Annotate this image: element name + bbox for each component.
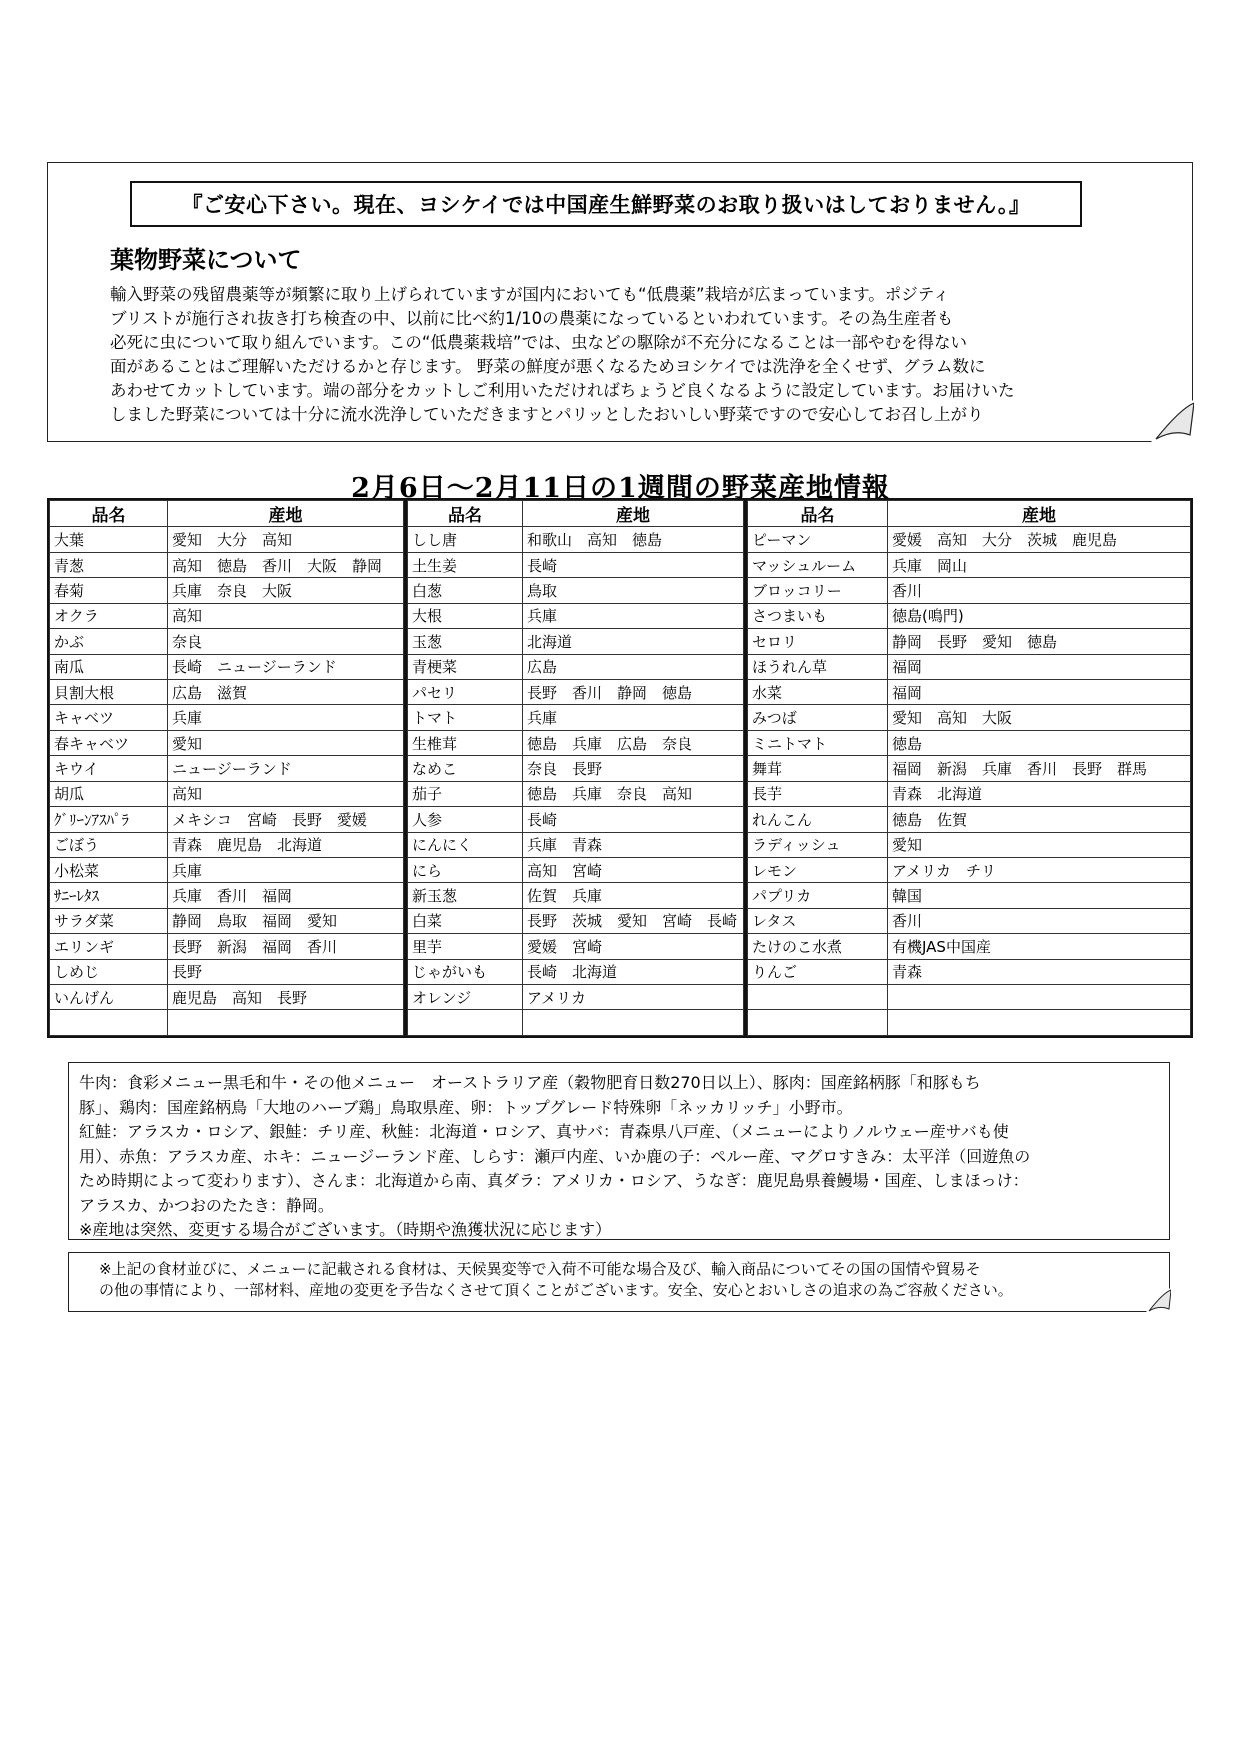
vegetable-name: ラディッシュ	[748, 832, 888, 857]
disclaimer-panel	[68, 1252, 1170, 1312]
vegetable-name: 青梗菜	[408, 654, 523, 679]
column-header-name: 品名	[408, 501, 523, 527]
vegetable-name: パプリカ	[748, 883, 888, 908]
vegetable-origin: 愛知	[168, 730, 404, 755]
vegetable-name: ｸﾞﾘｰﾝｱｽﾊﾟﾗ	[50, 807, 168, 832]
table-row	[408, 603, 744, 628]
vegetable-name: 南瓜	[50, 654, 168, 679]
table-row	[748, 1010, 1191, 1036]
vegetable-origin: 愛媛 宮崎	[523, 934, 744, 959]
page-curl-icon	[1150, 399, 1194, 443]
vegetable-origin: 高知	[168, 781, 404, 806]
vegetable-origin: 高知 宮崎	[523, 857, 744, 882]
vegetable-origin: 静岡 長野 愛知 徳島	[888, 629, 1191, 654]
table-row	[408, 552, 744, 577]
table-row	[50, 654, 404, 679]
vegetable-name: ミニトマト	[748, 730, 888, 755]
vegetable-origin: 青森 鹿児島 北海道	[168, 832, 404, 857]
table-row	[50, 781, 404, 806]
table-row	[748, 857, 1191, 882]
table-row	[408, 807, 744, 832]
table-row	[748, 756, 1191, 781]
table-row	[408, 781, 744, 806]
table-row	[50, 756, 404, 781]
paragraph-line: しました野菜については十分に流水洗浄していただきますとパリッとしたおいしい野菜ですので安心してお召し上がり	[110, 405, 984, 424]
column-header-origin: 産地	[168, 501, 404, 527]
table-row	[748, 629, 1191, 654]
vegetable-origin: 静岡 鳥取 福岡 愛知	[168, 908, 404, 933]
paragraph-line: 輸入野菜の残留農薬等が頻繁に取り上げられていますが国内においても“低農薬”栽培が広まっています。ポジティ	[110, 285, 950, 304]
vegetable-origin	[523, 1010, 744, 1036]
vegetable-name: 長芋	[748, 781, 888, 806]
vegetable-name: しし唐	[408, 527, 523, 552]
table-row	[408, 730, 744, 755]
table-row	[748, 908, 1191, 933]
vegetable-name: エリンギ	[50, 934, 168, 959]
vegetable-origin: 長崎	[523, 552, 744, 577]
vegetable-origin: 福岡	[888, 679, 1191, 704]
vegetable-name: ピーマン	[748, 527, 888, 552]
table-row	[408, 959, 744, 984]
vegetable-name: かぶ	[50, 629, 168, 654]
table-row	[50, 578, 404, 603]
vegetable-origin: 徳島(鳴門)	[888, 603, 1191, 628]
vegetable-origin: 鹿児島 高知 長野	[168, 985, 404, 1010]
vegetable-origin	[888, 985, 1191, 1010]
table-title: 2月6日～2月11日の1週間の野菜産地情報	[351, 473, 890, 504]
table-row	[408, 679, 744, 704]
leafy-paragraph	[110, 283, 1130, 427]
info-line: 紅鮭：アラスカ・ロシア、銀鮭：チリ産、秋鮭：北海道・ロシア、真サバ：青森県八戸産、（メニューによりノルウェー産サバも使	[79, 1122, 1009, 1141]
vegetable-name: ブロッコリー	[748, 578, 888, 603]
vegetable-origin: 奈良	[168, 629, 404, 654]
vegetable-origin: 長崎	[523, 807, 744, 832]
vegetable-name: 水菜	[748, 679, 888, 704]
vegetable-origin: 高知 徳島 香川 大阪 静岡	[168, 552, 404, 577]
table-row	[50, 603, 404, 628]
vegetable-name: 小松菜	[50, 857, 168, 882]
vegetable-name: いんげん	[50, 985, 168, 1010]
vegetable-origin: 奈良 長野	[523, 756, 744, 781]
table-row	[408, 832, 744, 857]
vegetable-name: ごぼう	[50, 832, 168, 857]
paragraph-line: 面があることはご理解いただけるかと存じます。 野菜の鮮度が悪くなるためヨシケイでは洗浄を全くせず、グラム数に	[110, 357, 986, 376]
vegetable-name: 人参	[408, 807, 523, 832]
table-row	[748, 679, 1191, 704]
vegetable-name: トマト	[408, 705, 523, 730]
table-column-1	[49, 500, 404, 1036]
table-row	[408, 654, 744, 679]
vegetable-origin: 徳島	[888, 730, 1191, 755]
vegetable-origin: 福岡 新潟 兵庫 香川 長野 群馬	[888, 756, 1191, 781]
table-column-2	[404, 500, 744, 1036]
table-column-3	[744, 500, 1191, 1036]
vegetable-name: みつば	[748, 705, 888, 730]
table-row	[50, 730, 404, 755]
vegetable-name: たけのこ水煮	[748, 934, 888, 959]
vegetable-origin: 香川	[888, 908, 1191, 933]
vegetable-origin	[168, 1010, 404, 1036]
info-line: ※産地は突然、変更する場合がございます。（時期や漁獲状況に応じます）	[79, 1220, 612, 1239]
vegetable-name: 新玉葱	[408, 883, 523, 908]
vegetable-name: さつまいも	[748, 603, 888, 628]
vegetable-origin: 徳島 兵庫 奈良 高知	[523, 781, 744, 806]
vegetable-name: オクラ	[50, 603, 168, 628]
table-row	[408, 527, 744, 552]
table-row	[748, 578, 1191, 603]
table-row	[748, 730, 1191, 755]
info-line: ため時期によって変わります）、さんま：北海道から南、真ダラ：アメリカ・ロシア、うなぎ：鹿児島県養鰻場・国産、しまほっけ：	[79, 1171, 1029, 1190]
vegetable-origin	[888, 1010, 1191, 1036]
vegetable-name: 白菜	[408, 908, 523, 933]
vegetable-name: 大葉	[50, 527, 168, 552]
table-row	[50, 1010, 404, 1036]
notice-banner: 『ご安心下さい。現在、ヨシケイでは中国産生鮮野菜のお取り扱いはしておりません。』	[130, 181, 1082, 227]
vegetable-origin: 長野 香川 静岡 徳島	[523, 679, 744, 704]
table-row	[408, 908, 744, 933]
vegetable-name: パセリ	[408, 679, 523, 704]
table-row	[408, 578, 744, 603]
vegetable-name	[408, 1010, 523, 1036]
vegetable-origin: 兵庫 香川 福岡	[168, 883, 404, 908]
vegetable-origin: 長野	[168, 959, 404, 984]
vegetable-origin: メキシコ 宮崎 長野 愛媛	[168, 807, 404, 832]
vegetable-name: 里芋	[408, 934, 523, 959]
table-row	[408, 883, 744, 908]
vegetable-name: 貝割大根	[50, 679, 168, 704]
vegetable-origin: 長野 茨城 愛知 宮崎 長崎	[523, 908, 744, 933]
vegetable-origin: 愛知 高知 大阪	[888, 705, 1191, 730]
vegetable-name: セロリ	[748, 629, 888, 654]
info-line: 豚」、鶏肉：国産銘柄鳥「大地のハーブ鶏」鳥取県産、卵：トップグレード特殊卵「ネッカリッチ」小野市。	[79, 1097, 853, 1117]
table-row	[748, 832, 1191, 857]
table-row	[50, 807, 404, 832]
vegetable-name: キウイ	[50, 756, 168, 781]
column-header-name: 品名	[748, 501, 888, 527]
table-row	[408, 985, 744, 1010]
vegetable-name: 春菊	[50, 578, 168, 603]
vegetable-name: 舞茸	[748, 756, 888, 781]
vegetable-origin: 徳島 兵庫 広島 奈良	[523, 730, 744, 755]
section-heading: 葉物野菜について	[110, 246, 302, 274]
table-row	[408, 629, 744, 654]
vegetable-origin: 広島	[523, 654, 744, 679]
vegetable-name: 生椎茸	[408, 730, 523, 755]
table-row	[748, 654, 1191, 679]
vegetable-name: 大根	[408, 603, 523, 628]
vegetable-origin: 愛知	[888, 832, 1191, 857]
table-row	[50, 959, 404, 984]
table-row	[408, 705, 744, 730]
vegetable-origin: 兵庫	[523, 705, 744, 730]
vegetable-origin: 徳島 佐賀	[888, 807, 1191, 832]
vegetable-name: レモン	[748, 857, 888, 882]
table-row	[408, 857, 744, 882]
produce-origin-table	[47, 498, 1193, 1038]
table-row	[408, 934, 744, 959]
vegetable-origin: 有機JAS中国産	[888, 934, 1191, 959]
vegetable-origin: 長崎 ニュージーランド	[168, 654, 404, 679]
vegetable-origin: 福岡	[888, 654, 1191, 679]
vegetable-name: 茄子	[408, 781, 523, 806]
table-row	[50, 985, 404, 1010]
table-row	[408, 1010, 744, 1036]
vegetable-origin: 北海道	[523, 629, 744, 654]
vegetable-origin: 愛媛 高知 大分 茨城 鹿児島	[888, 527, 1191, 552]
vegetable-origin: 兵庫	[523, 603, 744, 628]
vegetable-origin: ニュージーランド	[168, 756, 404, 781]
vegetable-name: 白葱	[408, 578, 523, 603]
vegetable-name: にんにく	[408, 832, 523, 857]
table-row	[50, 908, 404, 933]
vegetable-origin: 兵庫 岡山	[888, 552, 1191, 577]
table-row	[748, 705, 1191, 730]
table-row	[748, 807, 1191, 832]
vegetable-origin: 佐賀 兵庫	[523, 883, 744, 908]
table-row	[748, 781, 1191, 806]
vegetable-origin: 兵庫 青森	[523, 832, 744, 857]
paragraph-line: ブリストが施行され抜き打ち検査の中、以前に比べ約1/10の農薬になっているといわれています。その為生産者も	[110, 309, 954, 328]
vegetable-name	[748, 985, 888, 1010]
vegetable-name	[50, 1010, 168, 1036]
vegetable-name: 玉葱	[408, 629, 523, 654]
vegetable-origin: 鳥取	[523, 578, 744, 603]
table-row	[50, 934, 404, 959]
table-row	[50, 679, 404, 704]
table-row	[408, 756, 744, 781]
table-row	[748, 552, 1191, 577]
info-line: 牛肉：食彩メニュー黒毛和牛・その他メニュー オーストラリア産（穀物肥育日数270日以上）、豚肉：国産銘柄豚「和豚もち	[79, 1073, 981, 1092]
vegetable-name	[748, 1010, 888, 1036]
paragraph-line: あわせてカットしています。端の部分をカットしご利用いただければちょうど良くなるように設定しています。お届けいた	[110, 381, 1015, 400]
vegetable-origin: 長野 新潟 福岡 香川	[168, 934, 404, 959]
vegetable-name: なめこ	[408, 756, 523, 781]
vegetable-origin: 長崎 北海道	[523, 959, 744, 984]
info-line: アラスカ、かつおのたたき：静岡。	[79, 1195, 334, 1215]
table-row	[748, 883, 1191, 908]
vegetable-origin: 和歌山 高知 徳島	[523, 527, 744, 552]
vegetable-name: 春キャベツ	[50, 730, 168, 755]
table-row	[50, 527, 404, 552]
meat-fish-origin-panel	[68, 1062, 1170, 1240]
table-header-row	[748, 501, 1191, 527]
vegetable-name: じゃがいも	[408, 959, 523, 984]
table-row	[50, 552, 404, 577]
table-row	[50, 705, 404, 730]
vegetable-origin: 青森	[888, 959, 1191, 984]
vegetable-origin: 兵庫	[168, 857, 404, 882]
page-curl-icon	[1145, 1287, 1171, 1313]
vegetable-name: オレンジ	[408, 985, 523, 1010]
vegetable-name: キャベツ	[50, 705, 168, 730]
vegetable-origin: アメリカ	[523, 985, 744, 1010]
vegetable-origin: 韓国	[888, 883, 1191, 908]
vegetable-name: 青葱	[50, 552, 168, 577]
vegetable-name: 胡瓜	[50, 781, 168, 806]
info-line: 用）、赤魚：アラスカ産、ホキ：ニュージーランド産、しらす：瀬戸内産、いか鹿の子：ペルー産、マグロすきみ：太平洋（回遊魚の	[79, 1146, 1031, 1166]
vegetable-name: しめじ	[50, 959, 168, 984]
vegetable-name: にら	[408, 857, 523, 882]
table-header-row	[50, 501, 404, 527]
vegetable-origin: アメリカ チリ	[888, 857, 1191, 882]
table-header-row	[408, 501, 744, 527]
vegetable-origin: 青森 北海道	[888, 781, 1191, 806]
table-row	[50, 857, 404, 882]
paragraph-line: 必死に虫について取り組んでいます。この“低農薬栽培”では、虫などの駆除が不充分になることは一部やむを得ない	[110, 333, 967, 352]
vegetable-origin: 兵庫 奈良 大阪	[168, 578, 404, 603]
column-header-origin: 産地	[888, 501, 1191, 527]
vegetable-name: 土生姜	[408, 552, 523, 577]
vegetable-origin: 高知	[168, 603, 404, 628]
vegetable-origin: 愛知 大分 高知	[168, 527, 404, 552]
table-row	[748, 934, 1191, 959]
vegetable-name: レタス	[748, 908, 888, 933]
column-header-origin: 産地	[523, 501, 744, 527]
vegetable-name: ｻﾆｰﾚﾀｽ	[50, 883, 168, 908]
disclaimer-line: ※上記の食材並びに、メニューに記載される食材は、天候異変等で入荷不可能な場合及び、輸入商品についてその国の国情や貿易そ	[99, 1260, 981, 1278]
vegetable-origin: 広島 滋賀	[168, 679, 404, 704]
vegetable-name: れんこん	[748, 807, 888, 832]
table-row	[748, 603, 1191, 628]
table-row	[50, 832, 404, 857]
table-row	[748, 959, 1191, 984]
vegetable-name: りんご	[748, 959, 888, 984]
vegetable-origin: 兵庫	[168, 705, 404, 730]
table-row	[50, 883, 404, 908]
table-row	[50, 629, 404, 654]
disclaimer-line: の他の事情により、一部材料、産地の変更を予告なくさせて頂くことがございます。安全、安心とおいしさの追求の為ご容赦ください。	[99, 1281, 1013, 1299]
vegetable-name: マッシュルーム	[748, 552, 888, 577]
table-row	[748, 985, 1191, 1010]
table-row	[748, 527, 1191, 552]
vegetable-origin: 香川	[888, 578, 1191, 603]
column-header-name: 品名	[50, 501, 168, 527]
vegetable-name: ほうれん草	[748, 654, 888, 679]
vegetable-name: サラダ菜	[50, 908, 168, 933]
